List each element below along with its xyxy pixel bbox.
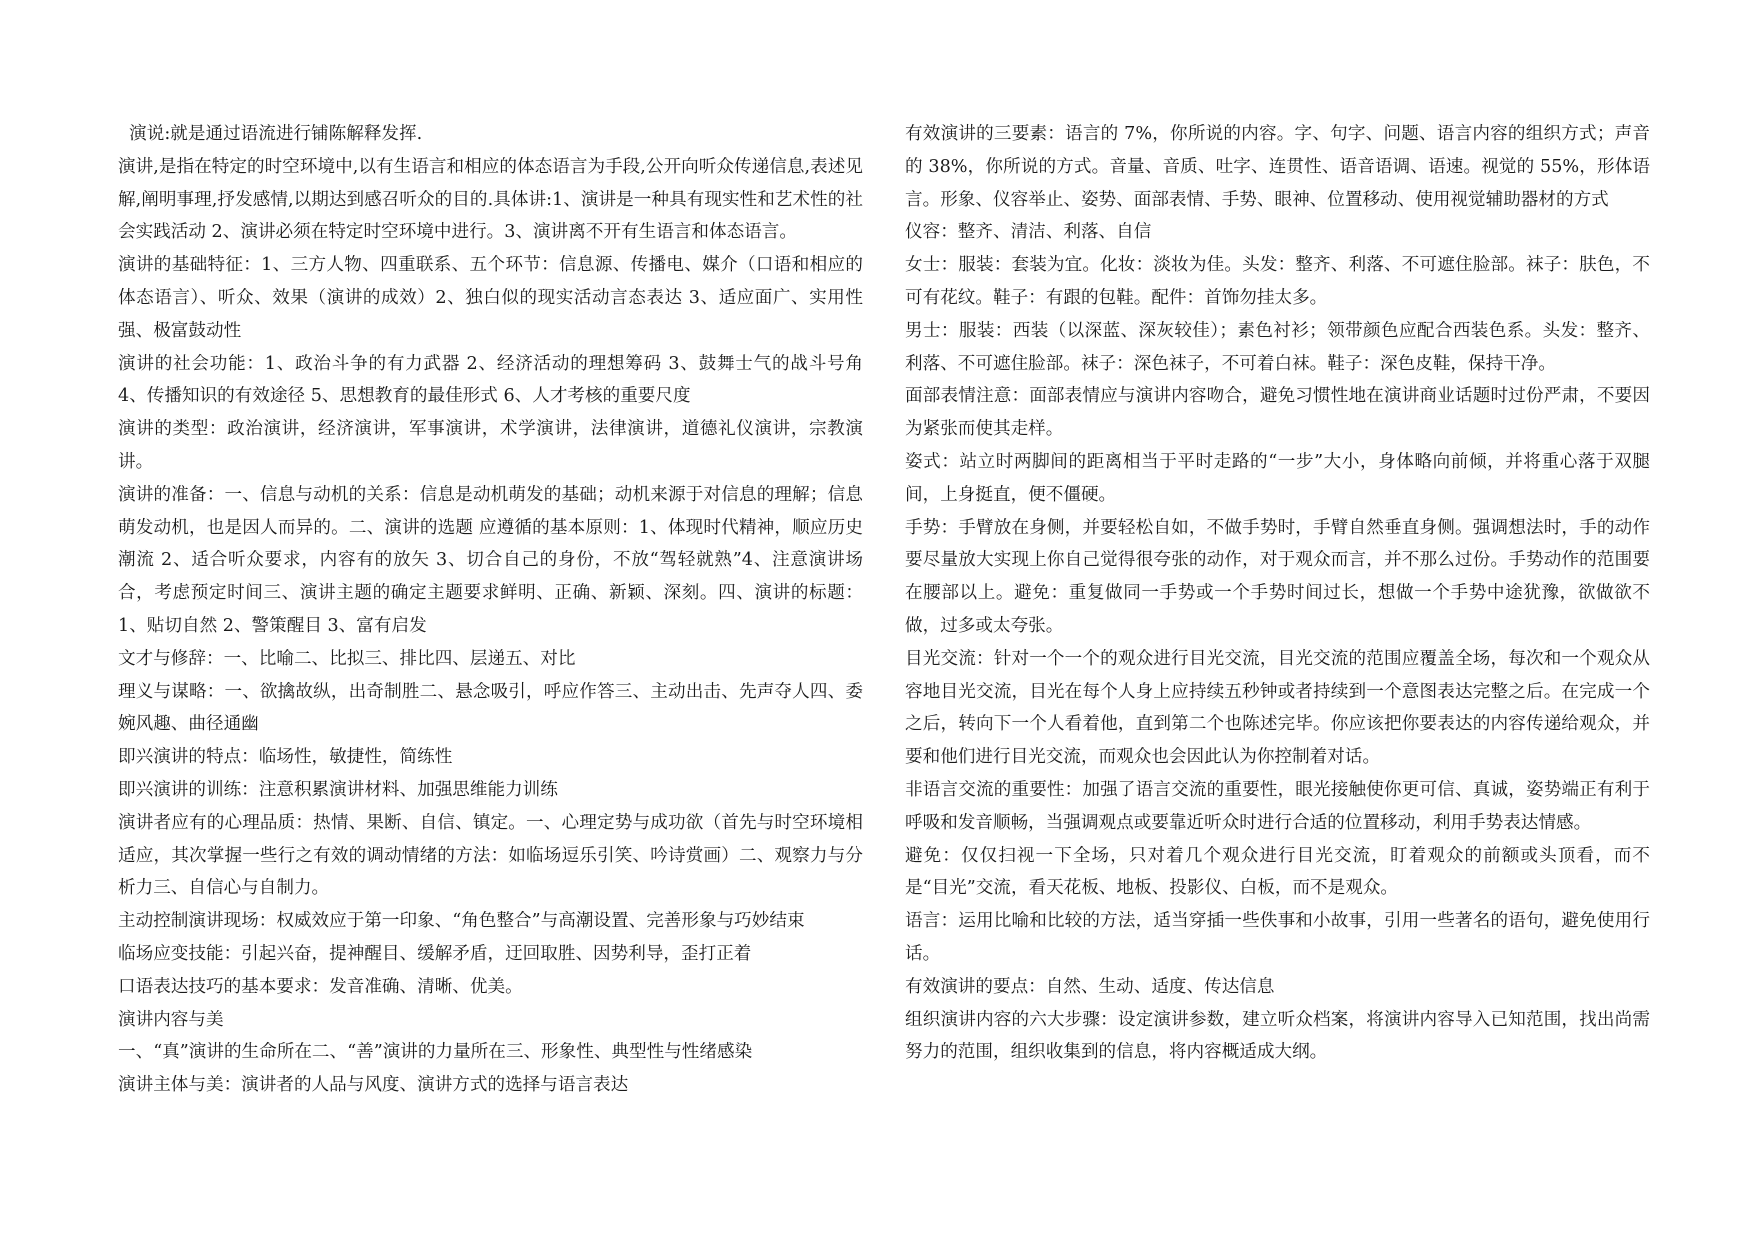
paragraph-language: 语言：运用比喻和比较的方法，适当穿插一些佚事和小故事，引用一些著名的语句，避免使用行话。 <box>905 911 1650 964</box>
paragraph-gestures: 手势：手臂放在身侧，并要轻松自如，不做手势时，手臂自然垂直身侧。强调想法时，手的动作要尽量放大实现上你自己觉得很夸张的动作，对于观众而言，并不那么过份。手势动作的范围要在腰部以上。避免：重复做同一手势或一个手势时间过长，想做一个手势中途犹豫，欲做欲不做，过多或太夸张。 <box>905 517 1650 636</box>
paragraph-avoid: 避免：仅仅扫视一下全场，只对着几个观众进行目光交流，盯着观众的前额或头顶看，而不是“目光”交流，看天花板、地板、投影仪、白板，而不是观众。 <box>905 845 1650 899</box>
paragraph-adaptability: 临场应变技能：引起兴奋，提神醒目、缓解矛盾，迂回取胜、因势利导，歪打正着 <box>118 943 752 964</box>
paragraph-stage-control: 主动控制演讲现场：权威效应于第一印象、“角色整合”与高潮设置、完善形象与巧妙结束 <box>118 911 805 932</box>
left-column <box>118 118 863 1102</box>
paragraph-rhetoric: 文才与修辞：一、比喻二、比拟三、排比四、层递五、对比 <box>118 648 576 669</box>
paragraph-strategy: 理义与谋略：一、欲擒故纵，出奇制胜二、悬念吸引，呼应作答三、主动出击、先声夺人四、委婉风趣、曲径通幽 <box>118 681 863 735</box>
paragraph-social-functions: 演讲的社会功能：1、政治斗争的有力武器 2、经济活动的理想筹码 3、鼓舞士气的战斗号角 4、传播知识的有效途径 5、思想教育的最佳形式 6、人才考核的重要尺度 <box>118 353 863 407</box>
paragraph-speech-types: 演讲的类型：政治演讲，经济演讲，军事演讲，术学演讲，法律演讲，道德礼仪演讲，宗教演讲。 <box>118 419 863 472</box>
paragraph-impromptu-features: 即兴演讲的特点：临场性，敏捷性，简练性 <box>118 747 453 768</box>
right-column <box>905 118 1650 1069</box>
paragraph-facial-expression: 面部表情注意：面部表情应与演讲内容吻合，避免习惯性地在演讲商业话题时过份严肃，不要因为紧张而使其走样。 <box>905 386 1650 440</box>
paragraph-psychology: 演讲者应有的心理品质：热情、果断、自信、镇定。一、心理定势与成功欲（首先与时空环境相适应，其次掌握一些行之有效的调动情绪的方法：如临场逗乐引笑、吟诗赏画）二、观察力与分析力三、自信心与自制力。 <box>118 812 863 899</box>
paragraph-appearance: 仪容：整齐、清洁、利落、自信 <box>905 222 1152 243</box>
paragraph-key-points: 有效演讲的要点：自然、生动、适度、传达信息 <box>905 976 1275 997</box>
paragraph-six-steps: 组织演讲内容的六大步骤：设定演讲参数，建立听众档案，将演讲内容导入已知范围，找出尚需努力的范围，组织收集到的信息，将内容概适成大纲。 <box>905 1009 1650 1063</box>
paragraph-content-beauty-heading: 演讲内容与美 <box>118 1009 224 1030</box>
paragraph-posture: 姿式：站立时两脚间的距离相当于平时走路的“一步”大小，身体略向前倾，并将重心落于双腿间，上身挺直，便不僵硬。 <box>905 451 1650 505</box>
paragraph-truth-goodness: 一、“真”演讲的生命所在二、“善”演讲的力量所在三、形象性、典型性与性绪感染 <box>118 1042 753 1063</box>
paragraph-nonverbal: 非语言交流的重要性：加强了语言交流的重要性，眼光接触使你更可信、真诚，姿势端正有利于呼吸和发音顺畅，当强调观点或要靠近听众时进行合适的位置移动，利用手势表达情感。 <box>905 779 1650 833</box>
paragraph-speech-definition: 演说:就是通过语流进行铺陈解释发挥. <box>118 124 423 144</box>
paragraph-speaker-beauty: 演讲主体与美：演讲者的人品与风度、演讲方式的选择与语言表达 <box>118 1075 629 1096</box>
paragraph-eye-contact: 目光交流：针对一个一个的观众进行目光交流，目光交流的范围应覆盖全场，每次和一个观众从容地目光交流，目光在每个人身上应持续五秒钟或者持续到一个意图表达完整之后。在完成一个之后，转向下一个人看着他，直到第二个也陈述完毕。你应该把你要表达的内容传递给观众，并要和他们进行目光交流，而观众也会因此认为你控制着对话。 <box>905 648 1650 768</box>
paragraph-impromptu-training: 即兴演讲的训练：注意积累演讲材料、加强思维能力训练 <box>118 779 558 800</box>
paragraph-three-elements: 有效演讲的三要素：语言的 7%，你所说的内容。字、句字、问题、语言内容的组织方式；声音的 38%，你所说的方式。音量、音质、吐字、连贯性、语音语调、语速。视觉的 55%，形体语言。形象、仪容举止、姿势、面部表情、手势、眼神、位置移动、使用视觉辅助器材的方式 <box>905 124 1650 210</box>
paragraph-women-dress: 女士：服装：套装为宜。化妆：淡妆为佳。头发：整齐、利落、不可遮住脸部。袜子：肤色，不可有花纹。鞋子：有跟的包鞋。配件：首饰勿挂太多。 <box>905 255 1650 308</box>
paragraph-men-dress: 男士：服装：西装（以深蓝、深灰较佳）；素色衬衫；领带颜色应配合西装色系。头发：整齐、利落、不可遮住脸部。袜子：深色袜子，不可着白袜。鞋子：深色皮鞋，保持干净。 <box>905 320 1650 374</box>
paragraph-oral-requirements: 口语表达技巧的基本要求：发音准确、清晰、优美。 <box>118 976 523 997</box>
paragraph-speech-meaning: 演讲,是指在特定的时空环境中,以有生语言和相应的体态语言为手段,公开向听众传递信息,表述见解,阐明事理,抒发感情,以期达到感召听众的目的.具体讲:1、演讲是一种具有现实性和艺术性的社会实践活动 2、演讲必须在特定时空环境中进行。3、演讲离不开有生语言和体态语言。 <box>118 156 863 243</box>
paragraph-preparation: 演讲的准备：一、信息与动机的关系：信息是动机萌发的基础；动机来源于对信息的理解；信息萌发动机，也是因人而异的。二、演讲的选题 应遵循的基本原则：1、体现时代精神，顺应历史潮流 2、适合听众要求，内容有的放矢 3、切合自己的身份，不放“驾轻就熟”4、注意演讲场合，考虑预定时间三、演讲主题的确定主题要求鲜明、正确、新颖、深刻。四、演讲的标题：1、贴切自然 2、警策醒目 3、富有启发 <box>118 484 863 636</box>
paragraph-basic-features: 演讲的基础特征：1、三方人物、四重联系、五个环节：信息源、传播电、媒介（口语和相应的体态语言）、听众、效果（演讲的成效）2、独白似的现实活动言态表达 3、适应面广、实用性强、极富鼓动性 <box>118 255 863 341</box>
